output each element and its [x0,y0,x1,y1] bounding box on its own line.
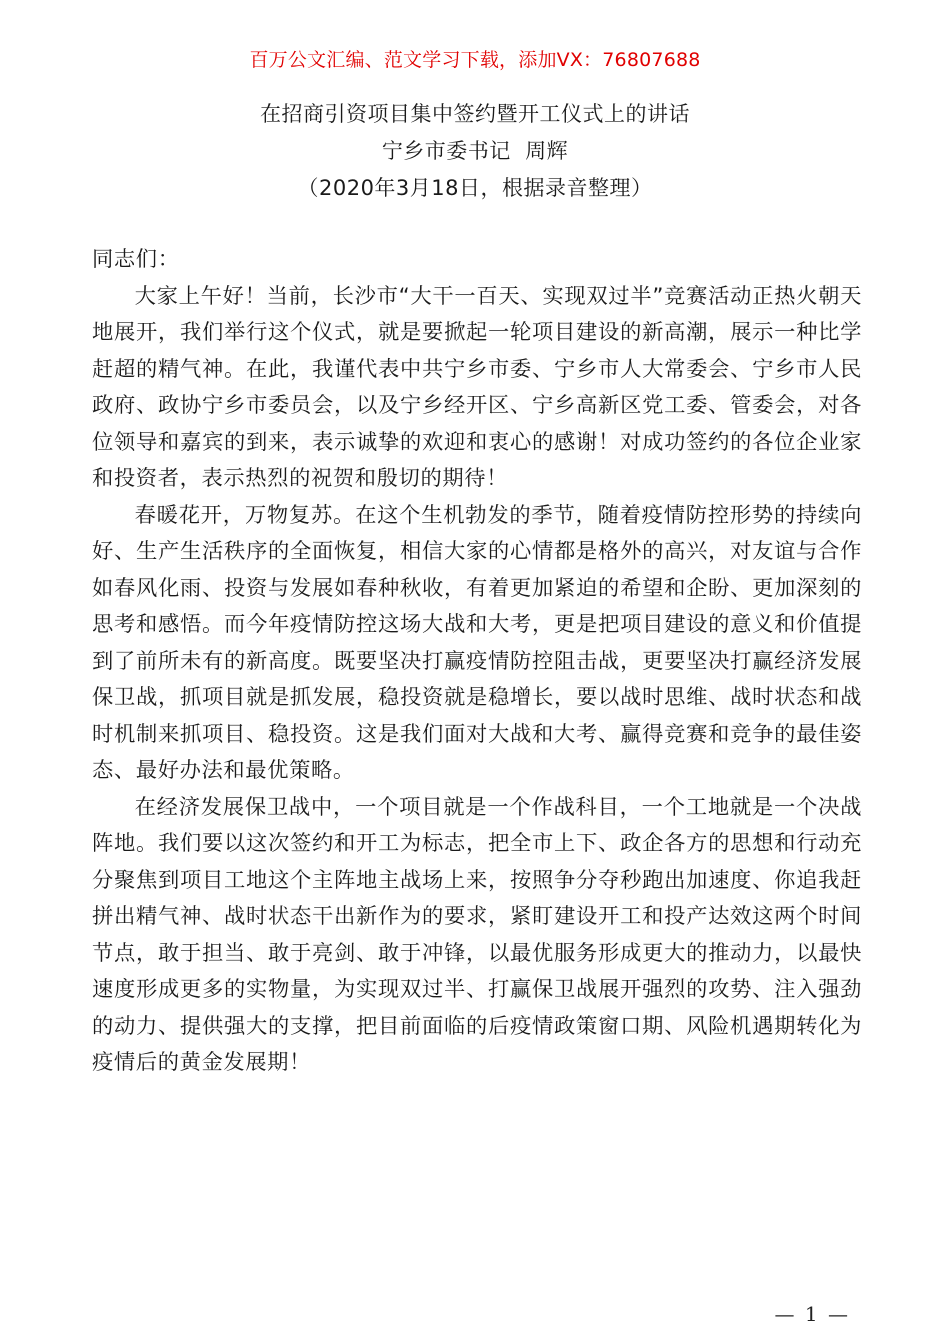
paragraph-2: 春暖花开，万物复苏。在这个生机勃发的季节，随着疫情防控形势的持续向好、生产生活秩序的全面恢复，相信大家的心情都是格外的高兴，对友谊与合作如春风化雨、投资与发展如春种秋收，有着更加紧迫的希望和企盼、更加深刻的思考和感悟。而今年疫情防控这场大战和大考，更是把项目建设的意义和价值提到了前所未有的新高度。既要坚决打赢疫情防控阻击战，更要坚决打赢经济发展保卫战，抓项目就是抓发展，稳投资就是稳增长，要以战时思维、战时状态和战时机制来抓项目、稳投资。这是我们面对大战和大考、赢得竞赛和竞争的最佳姿态、最好办法和最优策略。 [92,502,862,783]
speaker-line: 宁乡市委书记 周辉 [381,139,569,163]
paragraph-1: 大家上午好！当前，长沙市“大干一百天、实现双过半”竞赛活动正热火朝天地展开，我们举行这个仪式，就是要掀起一轮项目建设的新高潮，展示一种比学赶超的精气神。在此，我谨代表中共宁乡市委、宁乡市人大常委会、宁乡市人民政府、政协宁乡市委员会，以及宁乡经开区、宁乡高新区党工委、管委会，对各位领导和嘉宾的到来，表示诚挚的欢迎和衷心的感谢！对成功签约的各位企业家和投资者，表示热烈的祝贺和殷切的期待！ [92,283,862,491]
speech-body [92,242,862,1082]
speech-title: 在招商引资项目集中签约暨开工仪式上的讲话 [260,102,690,126]
page-number: — 1 — [774,1302,850,1326]
date-note: （2020年3月18日，根据录音整理） [297,176,653,200]
title-block [0,96,950,207]
paragraph-3: 在经济发展保卫战中，一个项目就是一个作战科目，一个工地就是一个决战阵地。我们要以这次签约和开工为标志，把全市上下、政企各方的思想和行动充分聚焦到项目工地这个主阵地主战场上来，按照争分夺秒跑出加速度、你追我赶拼出精气神、战时状态干出新作为的要求，紧盯建设开工和投产达效这两个时间节点，敢于担当、敢于亮剑、敢于冲锋，以最优服务形成更大的推动力，以最快速度形成更多的实物量，为实现双过半、打赢保卫战展开强烈的攻势、注入强劲的动力、提供强大的支撑，把目前面临的后疫情政策窗口期、风险机遇期转化为疫情后的黄金发展期！ [92,794,862,1075]
promo-banner: 百万公文汇编、范文学习下载，添加VX：76807688 [249,49,701,71]
salutation: 同志们： [92,247,180,272]
